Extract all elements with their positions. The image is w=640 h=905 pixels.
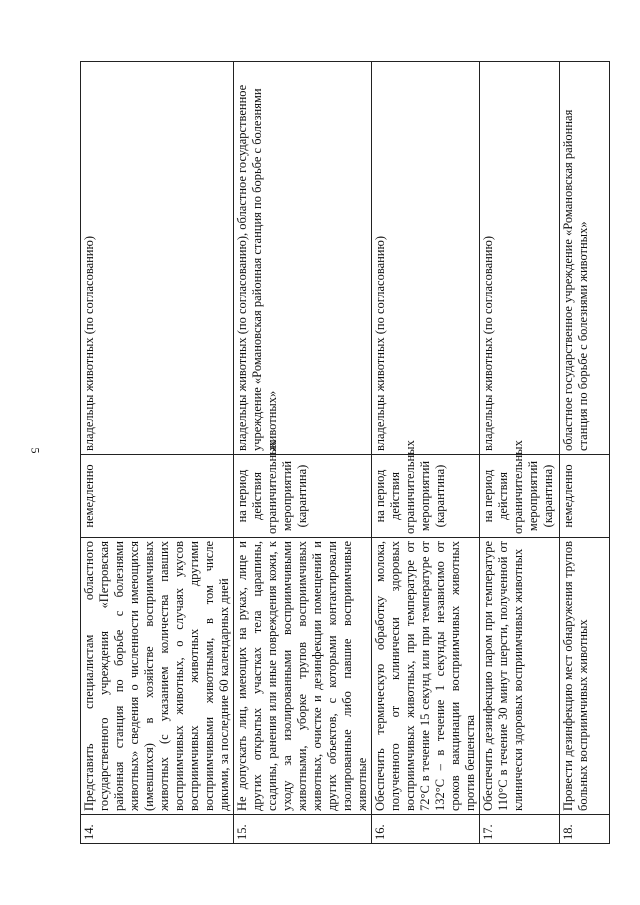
responsible-cell: владельцы животных (по согласованию) (81, 62, 234, 455)
term-cell: немедленно (560, 455, 610, 538)
row-number: 16. (372, 815, 480, 844)
table-row (234, 62, 372, 844)
responsible-cell: владельцы животных (по согласованию) (480, 62, 560, 455)
action-cell: Провести дезинфекцию мест обнаружения трупов больных восприимчивых животных (560, 538, 610, 815)
responsible-cell: областное государственное учреждение «Романовская районная станция по борьбе с болезнями животных» (560, 62, 610, 455)
action-cell: Обеспечить дезинфекцию паром при температуре 110°С в течение 30 минут шерсти, полученной от клинически здоровых восприимчивых животных (480, 538, 560, 815)
row-number: 18. (560, 815, 610, 844)
rotated-table-container (80, 64, 590, 844)
action-cell: Обеспечить термическую обработку молока, полученного от клинически здоровых восприимчивых животных, при температуре от 72°С в течение 15 секунд или при температуре от 132°С – в течение 1 секунды независимо от сроков вакцинации восприимчивых животных против бешенства (372, 538, 480, 815)
row-number: 14. (81, 815, 234, 844)
responsible-cell: владельцы животных (по согласованию), областное государственное учреждение «Романовская районная станция по борьбе с болезнями животных» (234, 62, 372, 455)
action-cell: Представить специалистам областного государственного учреждения «Петровская районная станция по борьбе с болезнями животных» сведения о численности имеющихся (имевшихся) в хозяйстве восприимчивых животных (с указанием количества павших восприимчивых животных, о случаях укусов восприимчивых животных другими восприимчивыми животными, в том числе дикими, за последние 60 календарных дней (81, 538, 234, 815)
responsible-cell: владельцы животных (по согласованию) (372, 62, 480, 455)
term-cell: на период действия ограничительных мероприятий (карантина) (234, 455, 372, 538)
term-cell: немедленно (81, 455, 234, 538)
table-row (372, 62, 480, 844)
page-number: 5 (28, 447, 43, 454)
row-number: 15. (234, 815, 372, 844)
action-cell: Не допускать лиц, имеющих на руках, лице и других открытых участках тела царапины, ссадины, ранения или иные повреждения кожи, к уходу за изолированными восприимчивыми животными, уборке трупов восприимчивых животных, очистке и дезинфекции помещений и других объектов, с которыми контактировали изолированные либо павшие восприимчивые животные (234, 538, 372, 815)
row-number: 17. (480, 815, 560, 844)
table-row (81, 62, 234, 844)
table-row (480, 62, 560, 844)
table-row (560, 62, 610, 844)
measures-table (80, 61, 610, 844)
term-cell: на период действия ограничительных мероприятий (карантина) (372, 455, 480, 538)
term-cell: на период действия ограничительных мероприятий (карантина) (480, 455, 560, 538)
